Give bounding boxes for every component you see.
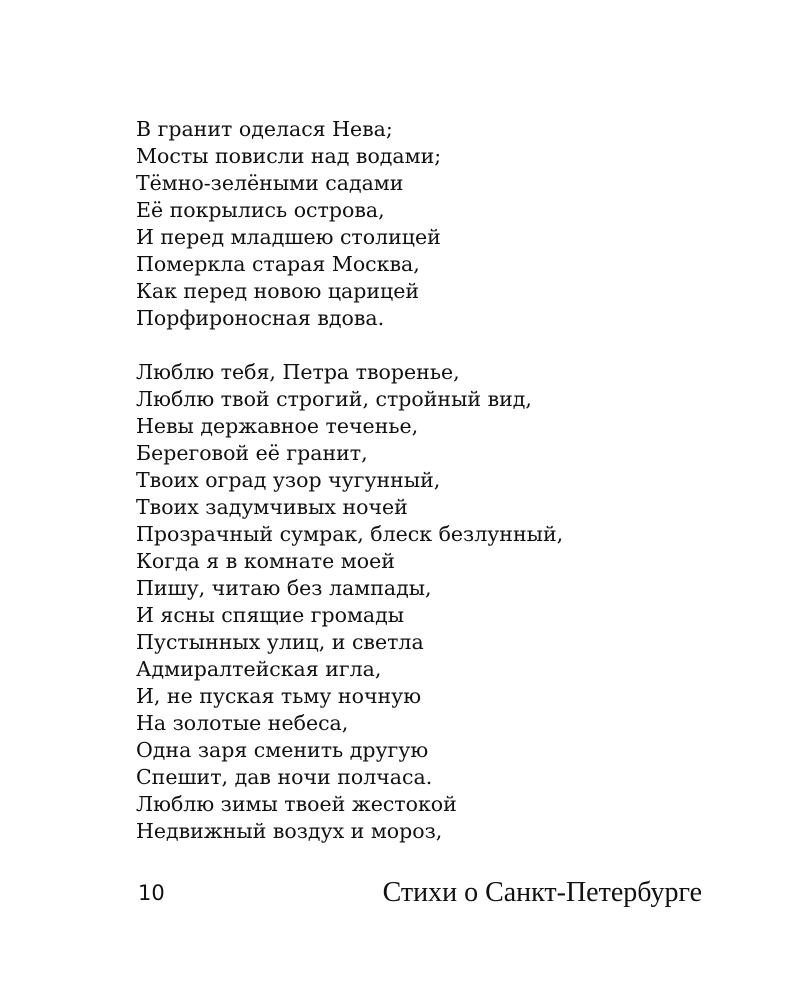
running-title: Стихи о Санкт-Петербурге: [382, 877, 702, 908]
poem-line: Одна заря сменить другую: [136, 738, 429, 762]
poem-line: Невы державное теченье,: [136, 414, 419, 438]
poem-line: Адмиралтейская игла,: [136, 657, 382, 681]
poem-line: Люблю тебя, Петра творенье,: [136, 360, 460, 384]
poem-line: Спешит, дав ночи полчаса.: [136, 765, 433, 789]
poem-line: И перед младшею столицей: [136, 225, 441, 249]
stanza-2: [136, 359, 696, 845]
poem-line: Твоих оград узор чугунный,: [136, 468, 441, 492]
poem-line: Мосты повисли над водами;: [136, 144, 442, 168]
poem-line: Пустынных улиц, и светла: [136, 630, 424, 654]
poem-line: И ясны спящие громады: [136, 603, 405, 627]
poem-line: На золотые небеса,: [136, 711, 349, 735]
poem-line: Тёмно-зелёными садами: [136, 171, 404, 195]
poem-line: Береговой её гранит,: [136, 441, 368, 465]
poem-line: Недвижный воздух и мороз,: [136, 819, 443, 843]
poem-line: Прозрачный сумрак, блеск безлунный,: [136, 522, 564, 546]
poem-line: И, не пуская тьму ночную: [136, 684, 422, 708]
page-number: 10: [138, 881, 165, 905]
poem-line: Люблю твой строгий, стройный вид,: [136, 387, 532, 411]
poem-line: Твоих задумчивых ночей: [136, 495, 408, 519]
poem-line: Её покрылись острова,: [136, 198, 385, 222]
poem-line: Люблю зимы твоей жестокой: [136, 792, 457, 816]
poem-text: [136, 116, 696, 845]
poem-line: Когда я в комнате моей: [136, 549, 395, 573]
poem-line: В гранит оделася Нева;: [136, 117, 393, 141]
stanza-1: [136, 116, 696, 332]
poem-line: Порфироносная вдова.: [136, 306, 385, 330]
page-footer: [136, 876, 702, 910]
poem-line: Померкла старая Москва,: [136, 252, 420, 276]
poem-line: Пишу, читаю без лампады,: [136, 576, 432, 600]
poem-line: Как перед новою царицей: [136, 279, 420, 303]
